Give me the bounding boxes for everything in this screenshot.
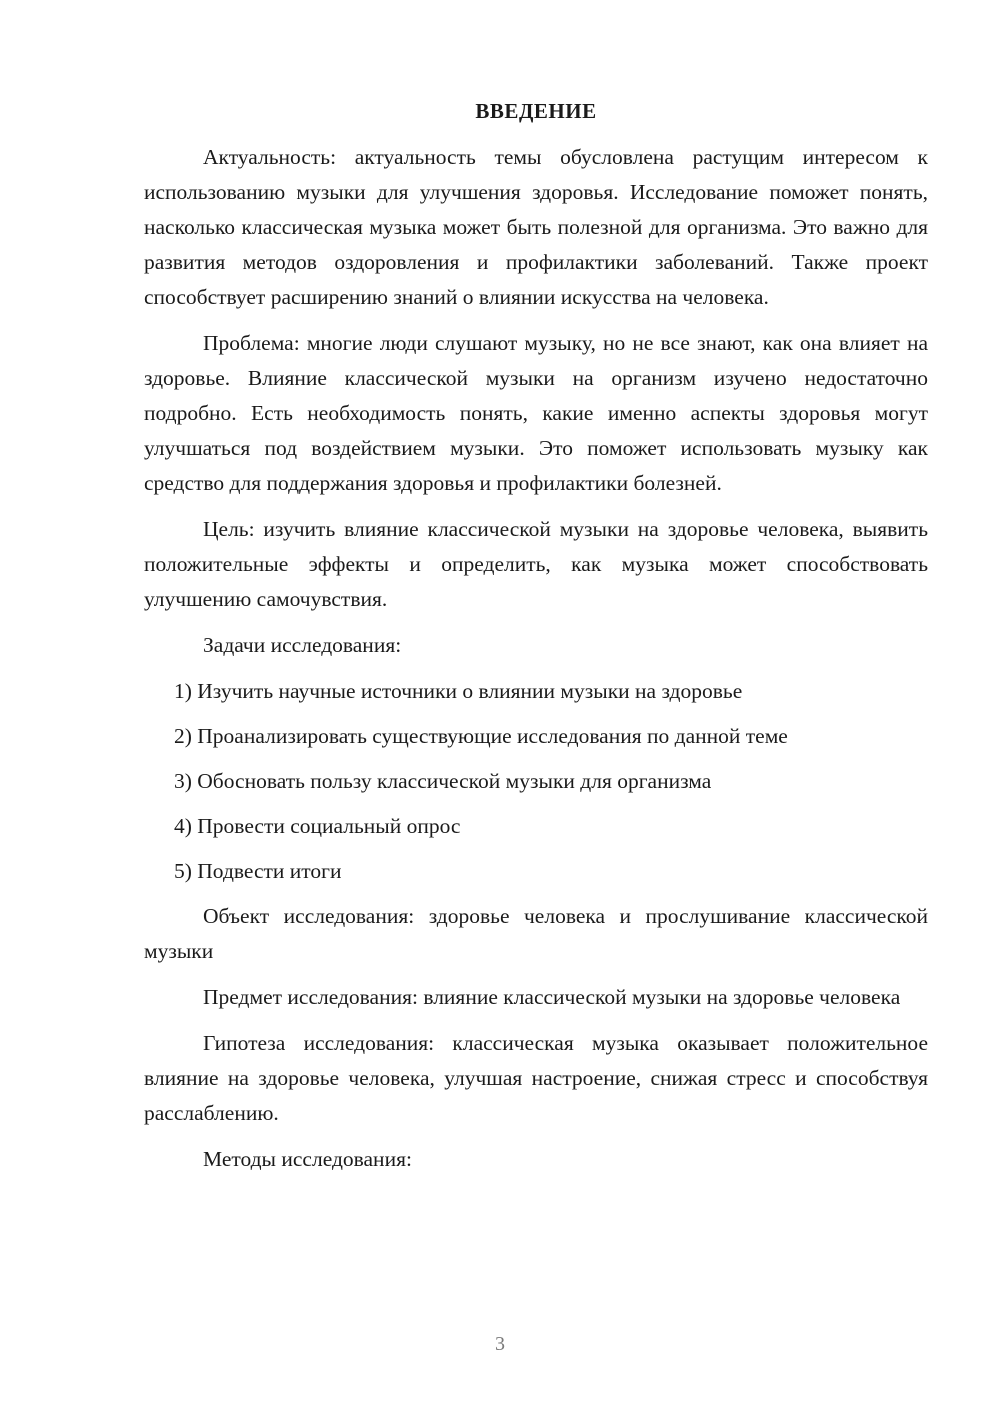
task-item-5: 5) Подвести итоги [174,859,342,883]
document-page [144,94,928,1188]
paragraph-subject: Предмет исследования: влияние классической музыки на здоровье человека [203,985,901,1009]
paragraph-problem: Проблема: многие люди слушают музыку, но не все знают, как она влияет на здоровье. Влияние классической музыки на организм изучено недостаточно подробно. Есть необходимость понять, какие именно аспекты здоровья могут улучшаться под воздействием музыки. Это поможет использовать музыку как средство для поддержания здоровья и профилактики болезней. [144,331,928,495]
task-list [144,674,928,889]
task-item-1: 1) Изучить научные источники о влиянии музыки на здоровье [174,679,743,703]
task-item-4: 4) Провести социальный опрос [174,814,461,838]
paragraph-relevance: Актуальность: актуальность темы обусловлена растущим интересом к использованию музыки для улучшения здоровья. Исследование поможет понять, насколько классическая музыка может быть полезной для организма. Это важно для развития методов оздоровления и профилактики заболеваний. Также проект способствует расширению знаний о влиянии искусства на человека. [144,145,928,309]
methods-heading: Методы исследования: [203,1147,412,1171]
page-title: ВВЕДЕНИЕ [475,99,597,123]
page-number: 3 [495,1333,505,1355]
paragraph-goal: Цель: изучить влияние классической музыки на здоровье человека, выявить положительные эффекты и определить, как музыка может способствовать улучшению самочувствия. [144,517,928,611]
task-item-2: 2) Проанализировать существующие исследования по данной теме [174,724,788,748]
paragraph-object: Объект исследования: здоровье человека и прослушивание классической музыки [144,904,928,963]
task-item-3: 3) Обосновать пользу классической музыки для организма [174,769,712,793]
paragraph-hypothesis: Гипотеза исследования: классическая музыка оказывает положительное влияние на здоровье человека, улучшая настроение, снижая стресс и способствуя расслаблению. [144,1031,928,1125]
tasks-heading: Задачи исследования: [203,633,402,657]
